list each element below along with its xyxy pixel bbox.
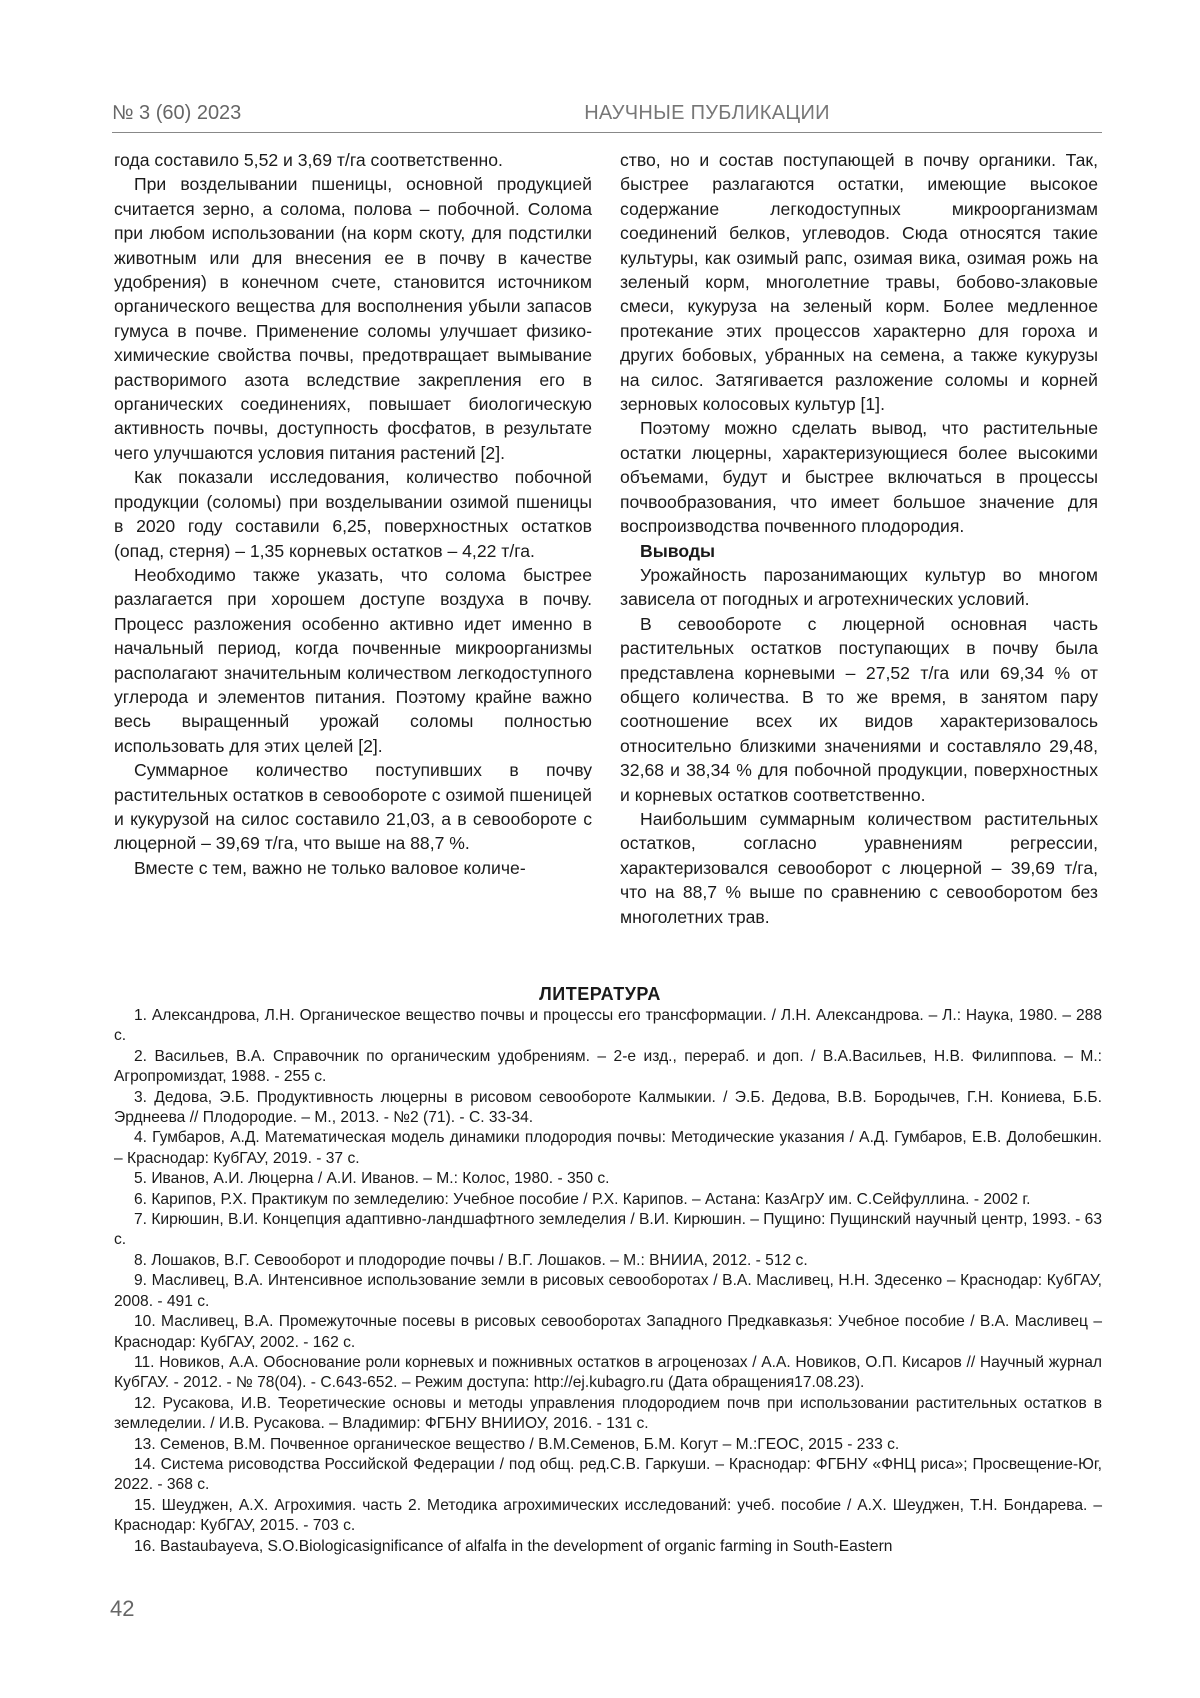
literature-heading: ЛИТЕРАТУРА — [539, 984, 661, 1004]
reference-item: 9. Масливец, В.А. Интенсивное использование земли в рисовых севооборотах / В.А. Масливец, Н.Н. Здесенко – Краснодар: КубГАУ, 2008. - 491 с. — [114, 1272, 1102, 1310]
reference-item: 1. Александрова, Л.Н. Органическое вещество почвы и процессы его трансформации. / Л.Н. Александрова. – Л.: Наука, 1980. – 288 с. — [114, 1007, 1102, 1045]
reference-item: 10. Масливец, В.А. Промежуточные посевы в рисовых севооборотах Западного Предкавказья: Учебное пособие / В.А. Масливец – Краснодар: КубГАУ, 2002. - 162 с. — [114, 1313, 1102, 1351]
conclusions-heading: Выводы — [640, 540, 716, 561]
reference-item: 8. Лошаков, В.Г. Севооборот и плодородие почвы / В.Г. Лошаков. – М.: ВНИИА, 2012. - 512 с. — [134, 1251, 808, 1269]
reference-item: 12. Русакова, И.В. Теоретические основы и методы управления плодородием почв при использовании растительных остатков в земледелии. / И.В. Русакова. – Владимир: ФГБНУ ВНИИОУ, 2016. - 131 с. — [114, 1394, 1102, 1433]
paragraph: Вместе с тем, важно не только валовое количе- — [134, 857, 526, 878]
reference-item: 3. Дедова, Э.Б. Продуктивность люцерны в рисовом севообороте Калмыкии. / Э.Б. Дедова, В.В. Бородычев, Г.Н. Кониева, Б.Б. Эрднеева // Плодородие. – М., 2013. - №2 (71). - С. 33-34. — [114, 1088, 1102, 1127]
paragraph: В севообороте с люцерной основная часть растительных остатков поступающих в почву была представлена корневыми – 27,52 т/га или 69,34 % от общего количества. В то же время, в занятом пару соотношение всех их видов характеризовалось относительно близкими значениями и составляло 29,48, 32,68 и 38,34 % для побочной продукции, поверхностных и корневых остатков соответственно. — [620, 613, 1098, 805]
reference-item: 2. Васильев, В.А. Справочник по органическим удобрениям. – 2-е изд., перераб. и доп. / В.А.Васильев, Н.В. Филиппова. – М.: Агропромиздат, 1988. - 255 с. — [114, 1047, 1102, 1086]
reference-list — [114, 1006, 1102, 1557]
issue-number: № 3 (60) 2023 — [112, 102, 242, 124]
paragraph: ство, но и состав поступающей в почву органики. Так, быстрее разлагаются остатки, имеющие высокое содержание легкодоступных микроорганизмам соединений белков, углеводов. Сюда относятся такие культуры, как озимый рапс, озимая вика, озимая рожь на зеленый корм, многолетние травы, бобово-злаковые смеси, кукуруза на зеленый корм. Более медленное протекание этих процессов характерно для гороха и других бобовых, убранных на семена, а также кукурузы на силос. Затягивается разложение соломы и корней зерновых колосовых культур [1]. — [620, 150, 1098, 415]
reference-item: 13. Семенов, В.М. Почвенное органическое вещество / В.М.Семенов, Б.М. Когут – М.:ГЕОС, 2015 - 233 с. — [134, 1435, 900, 1453]
reference-item: 4. Гумбаров, А.Д. Математическая модель динамики плодородия почвы: Методические указания / А.Д. Гумбаров, Е.В. Долобешкин. – Краснодар: КубГАУ, 2019. - 37 с. — [114, 1129, 1102, 1167]
paragraph: Наибольшим суммарным количеством растительных остатков, согласно уравнениям регрессии, характеризовался севооборот с люцерной – 39,69 т/га, что на 88,7 % выше по сравнению с севооборотом без многолетних трав. — [620, 808, 1098, 927]
reference-item: 7. Кирюшин, В.И. Концепция адаптивно-ландшафтного земледелия / В.И. Кирюшин. – Пущино: Пущинский научный центр, 1993. - 63 с. — [114, 1211, 1102, 1249]
left-column — [114, 148, 592, 880]
paragraph: Поэтому можно сделать вывод, что растительные остатки люцерны, характеризующиеся более высокими объемами, будут и быстрее включаться в процессы почвообразования, что имеет большое значение для воспроизводства почвенного плодородия. — [620, 418, 1098, 537]
reference-item: 6. Карипов, Р.Х. Практикум по земледелию: Учебное пособие / Р.Х. Карипов. – Астана: КазАгрУ им. С.Сейфуллина. - 2002 г. — [134, 1190, 1031, 1208]
section-title: НАУЧНЫЕ ПУБЛИКАЦИИ — [584, 102, 830, 124]
running-header — [112, 96, 1102, 133]
paragraph: Необходимо также указать, что солома быстрее разлагается при хорошем доступе воздуха в почву. Процесс разложения особенно активно идет именно в начальный период, когда почвенные микроорганизмы располагают значительным количеством легкодоступного углерода и элементов питания. Поэтому крайне важно весь выращенный урожай соломы полностью использовать для этих целей [2]. — [114, 564, 592, 756]
paragraph: года составило 5,52 и 3,69 т/га соответственно. — [114, 150, 503, 170]
reference-item: 5. Иванов, А.И. Люцерна / А.И. Иванов. – М.: Колос, 1980. - 350 с. — [134, 1170, 610, 1188]
paragraph: Урожайность парозанимающих культур во многом зависела от погодных и агротехнических условий. — [620, 564, 1098, 610]
reference-item: 11. Новиков, А.А. Обоснование роли корневых и пожнивных остатков в агроценозах / А.А. Новиков, О.П. Кисаров // Научный журнал КубГАУ. - 2012. - № 78(04). - С.643-652. – Режим доступа: http://ej.kubagro.ru (Дата обращения17.08.23). — [114, 1353, 1102, 1392]
body-columns — [114, 148, 1100, 968]
reference-item: 14. Система рисоводства Российской Федерации / под общ. ред.С.В. Гаркуши. – Краснодар: ФГБНУ «ФНЦ риса»; Просвещение-Юг, 2022. - 368 с. — [114, 1455, 1102, 1494]
paragraph: Как показали исследования, количество побочной продукции (соломы) при возделывании озимой пшеницы в 2020 году составили 6,25, поверхностных остатков (опад, стерня) – 1,35 корневых остатков – 4,22 т/га. — [114, 467, 592, 561]
paragraph: При возделывании пшеницы, основной продукцией считается зерно, а солома, полова – побочной. Солома при любом использовании (на корм скоту, для подстилки животным или для внесения ее в почву в качестве удобрения) в конечном счете, становится источником органического вещества для восполнения убыли запасов гумуса в почве. Применение соломы улучшает физико-химические свойства почвы, предотвращает вымывание растворимого азота вследствие закрепления его в органических соединениях, повышает биологическую активность почвы, доступность фосфатов, в результате чего улучшаются условия питания растений [2]. — [114, 174, 592, 463]
page-number: 42 — [110, 1596, 135, 1621]
right-column — [620, 148, 1098, 929]
reference-item: 15. Шеуджен, А.Х. Агрохимия. часть 2. Методика агрохимических исследований: учеб. пособие / А.Х. Шеуджен, Т.Н. Бондарева. – Краснодар: КубГАУ, 2015. - 703 с. — [114, 1496, 1102, 1535]
paragraph: Суммарное количество поступивших в почву растительных остатков в севообороте с озимой пшеницей и кукурузой на силос составило 21,03, а в севообороте с люцерной – 39,69 т/га, что выше на 88,7 %. — [114, 760, 592, 854]
reference-item: 16. Bastaubayeva, S.O.Biologicasignificance of alfalfa in the development of organic farming in South-Eastern — [134, 1537, 893, 1555]
